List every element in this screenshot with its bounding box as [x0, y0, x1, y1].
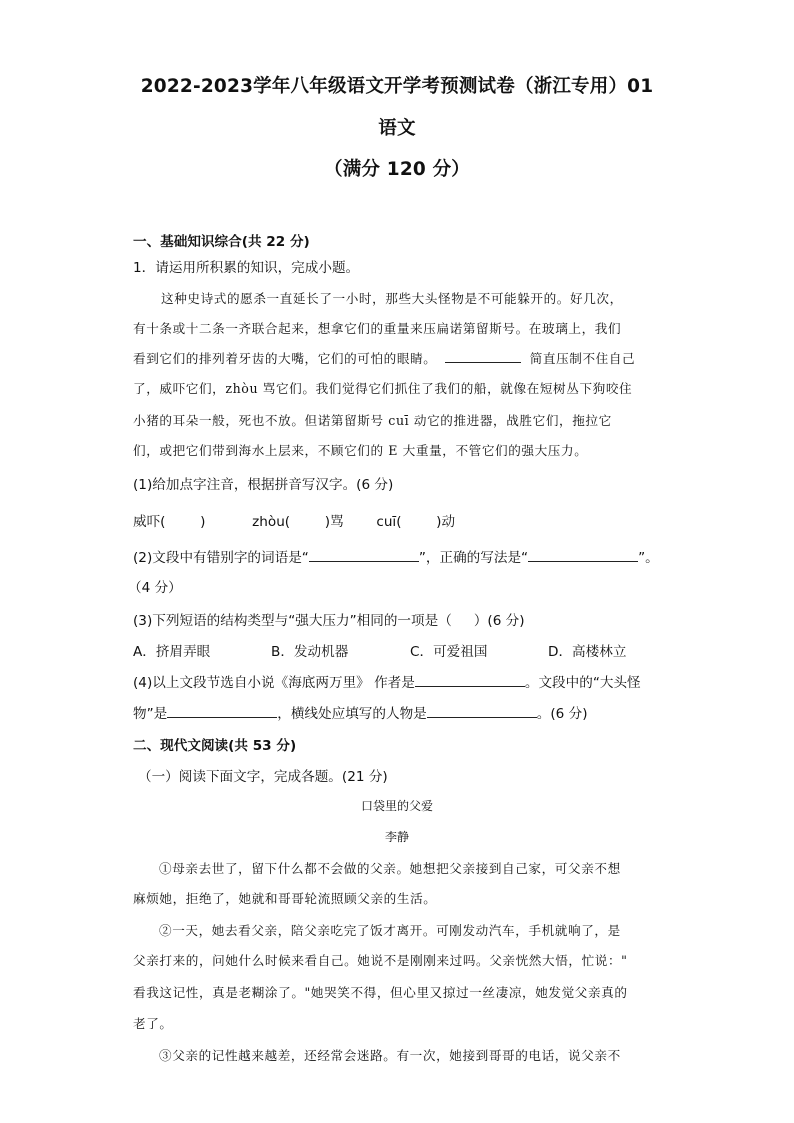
passage-line: 了，威吓它们，zhòu 骂它们。我们觉得它们抓住了我们的船，就像在短树丛下狗咬住: [133, 381, 633, 396]
item-text: ): [200, 514, 206, 530]
sub-question-2: [133, 546, 659, 566]
q-text: (3)下列短语的结构类型与“强大压力”相同的一项是（: [133, 613, 452, 629]
q-text: (4)以上文段节选自小说《海底两万里》 作者是: [133, 675, 415, 691]
article-paragraph-line: 父亲打来的，问她什么时候来看自己。她说不是刚刚来过吗。父亲恍然大悟，忙说：": [133, 953, 628, 968]
passage-line-with-blank: [133, 348, 635, 367]
q-text: 。(6 分): [536, 706, 588, 722]
q-text: 。文段中的“大头怪: [524, 675, 641, 691]
passage-text: 简直压制不住自己: [529, 351, 636, 366]
q-text: ”，正确的写法是“: [418, 550, 529, 566]
article-paragraph-line: ②一天，她去看父亲，陪父亲吃完了饭才离开。可刚发动汽车，手机就响了，是: [159, 923, 621, 938]
article-author: 李静: [384, 830, 409, 844]
article-paragraph-line: 麻烦她，拒绝了，她就和哥哥轮流照顾父亲的生活。: [133, 891, 437, 906]
passage-text: 看到它们的排列着牙齿的大嘴，它们的可怕的眼睛。: [133, 351, 437, 366]
q-text: ，横线处应填写的人物是: [277, 706, 427, 722]
sub-question-4: [133, 671, 641, 691]
passage-line: 小猪的耳朵一般，死也不放。但诺第留斯号 cuī 动它的推进器，战胜它们，拖拉它: [133, 413, 612, 428]
article-paragraph-line: ①母亲去世了，留下什么都不会做的父亲。她想把父亲接到自己家，可父亲不想: [159, 861, 621, 876]
passage-line: 有十条或十二条一齐联合起来，想拿它们的重量来压扁诺第留斯号。在玻璃上，我们: [133, 321, 622, 336]
item-text: 威吓(: [133, 514, 166, 530]
article-paragraph-line: 看我这记性，真是老糊涂了。"她哭笑不得，但心里又掠过一丝凄凉，她发觉父亲真的: [133, 985, 628, 1000]
sub-question-2-score: （4 分）: [128, 580, 182, 596]
article-paragraph-line: ③父亲的记性越来越差，还经常会迷路。有一次，她接到哥哥的电话，说父亲不: [159, 1048, 621, 1063]
option-a[interactable]: A．挤眉弄眼: [133, 644, 211, 660]
passage-line: 这种史诗式的愿杀一直延长了一小时，那些大头怪物是不可能躲开的。好几次，: [161, 291, 623, 306]
question-1-stem: 1．请运用所积累的知识，完成小题。: [133, 260, 360, 276]
sub-question-3: [133, 609, 525, 629]
item-text: )骂: [324, 514, 344, 530]
option-d[interactable]: D．高楼林立: [548, 644, 627, 660]
sub-question-1: (1)给加点字注音，根据拼音写汉字。(6 分): [133, 477, 394, 493]
section-heading-basic: 一、基础知识综合(共 22 分): [133, 234, 310, 250]
answer-blank[interactable]: [309, 549, 419, 562]
item-text: zhòu(: [252, 514, 291, 530]
item-text: cuī(: [376, 514, 402, 530]
q-text: ）(6 分): [473, 613, 525, 629]
section-heading-reading: 二、现代文阅读(共 53 分): [133, 738, 297, 754]
q-text: (2)文段中有错别字的词语是“: [133, 550, 309, 566]
q-text: 物”是: [133, 706, 168, 722]
q-text: ”。: [638, 550, 659, 566]
option-c[interactable]: C．可爱祖国: [410, 644, 488, 660]
answer-blank[interactable]: [415, 674, 525, 687]
full-score: （满分 120 分）: [324, 159, 470, 180]
article-title: 口袋里的父爱: [360, 799, 433, 813]
answer-blank[interactable]: [445, 350, 521, 363]
subject-title: 语文: [378, 118, 416, 139]
passage-line: 们，或把它们带到海水上层来，不顾它们的 E 大重量，不管它们的强大压力。: [133, 443, 588, 458]
answer-blank[interactable]: [427, 705, 537, 718]
option-b[interactable]: B．发动机器: [271, 644, 349, 660]
reading-intro: （一）阅读下面文字，完成各题。(21 分): [138, 769, 388, 785]
article-paragraph-line: 老了。: [133, 1016, 173, 1031]
item-text: )动: [436, 514, 456, 530]
sub-question-1-items: [133, 510, 455, 530]
answer-blank[interactable]: [528, 549, 638, 562]
sub-question-4-cont: [133, 702, 588, 722]
exam-title: 2022-2023学年八年级语文开学考预测试卷（浙江专用）01: [140, 76, 654, 97]
answer-blank[interactable]: [167, 705, 277, 718]
